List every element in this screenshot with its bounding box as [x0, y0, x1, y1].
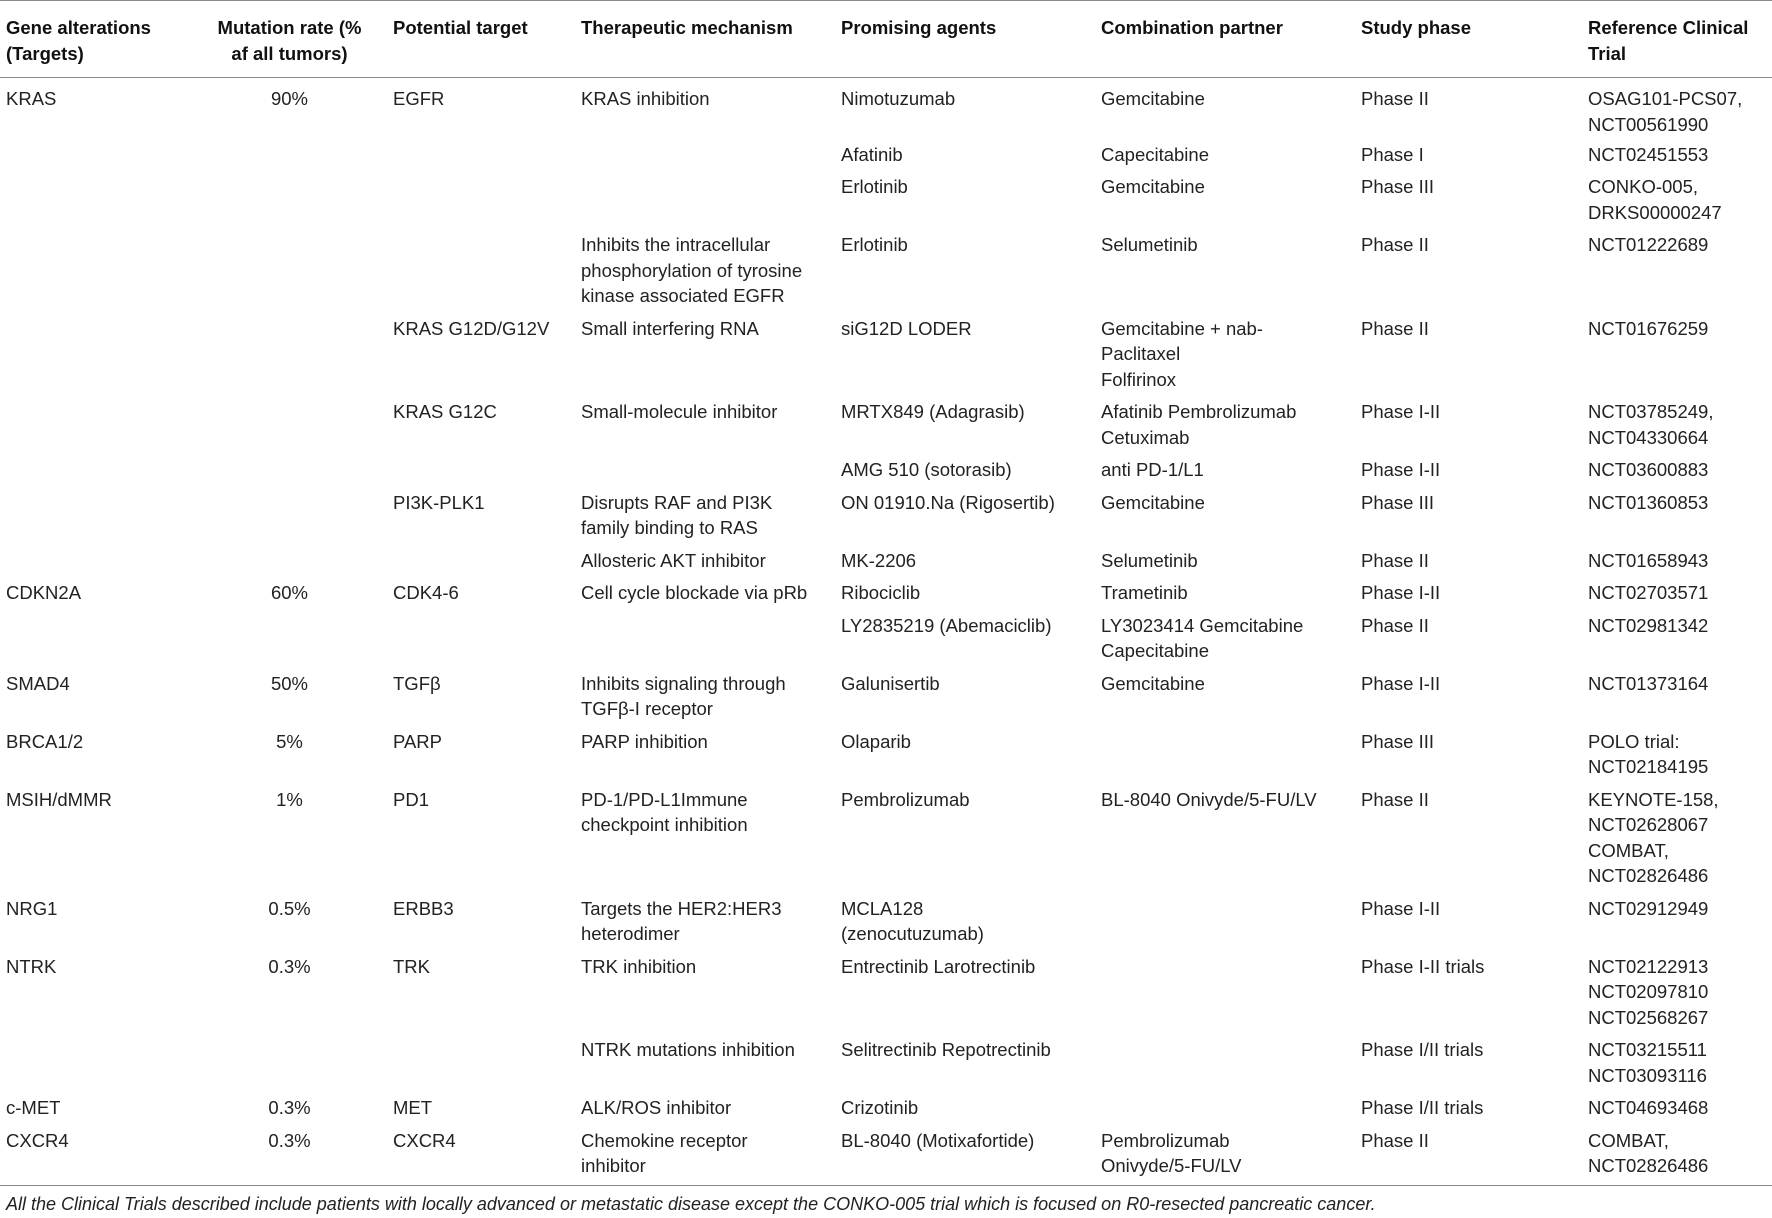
- cell-study-phase: Phase III: [1361, 730, 1435, 752]
- cell-gene-alteration: [0, 544, 192, 577]
- table-row: [0, 229, 1772, 313]
- footnote-row: [0, 1185, 1772, 1218]
- header-therapeutic-mechanism: Therapeutic mechanism: [581, 17, 793, 38]
- cell-combination-partner: BL-8040 Onivyde/5-FU/LV: [1101, 788, 1317, 810]
- cell-therapeutic-mechanism: PD-1/PD-L1Immune checkpoint inhibition: [581, 788, 748, 835]
- cell-gene-alteration: [0, 609, 192, 667]
- cell-study-phase: Phase II: [1361, 88, 1429, 109]
- cell-potential-target: ERBB3: [393, 897, 454, 919]
- cell-potential-target: PARP: [393, 730, 443, 752]
- cell-combination-partner: Gemcitabine + nab- Paclitaxel Folfirinox: [1101, 317, 1263, 390]
- cell-gene-alteration: KRAS: [6, 88, 57, 109]
- cell-promising-agent: Olaparib: [841, 730, 911, 752]
- cell-potential-target: EGFR: [393, 88, 445, 109]
- cell-reference-trial: NCT03785249, NCT04330664: [1588, 401, 1714, 448]
- cell-study-phase: Phase I-II: [1361, 459, 1441, 480]
- cell-study-phase: Phase I/II trials: [1361, 1039, 1484, 1060]
- cell-gene-alteration: CDKN2A: [6, 582, 82, 603]
- table-row: [0, 950, 1772, 1034]
- cell-promising-agent: Erlotinib: [841, 234, 908, 255]
- cell-reference-trial: POLO trial: NCT02184195: [1588, 730, 1709, 777]
- cell-gene-alteration: [0, 1034, 192, 1092]
- cell-potential-target: TGFβ: [393, 672, 441, 694]
- cell-reference-trial: NCT02703571: [1588, 582, 1709, 603]
- table-row: [0, 486, 1772, 544]
- cell-study-phase: Phase I-II: [1361, 672, 1441, 694]
- cell-potential-target: PI3K-PLK1: [393, 491, 485, 513]
- cell-combination-partner: Gemcitabine: [1101, 491, 1205, 513]
- cell-gene-alteration: MSIH/dMMR: [6, 788, 112, 810]
- cell-mutation-rate: [192, 454, 387, 487]
- cell-study-phase: Phase I-II: [1361, 401, 1441, 422]
- cell-promising-agent: MRTX849 (Adagrasib): [841, 401, 1025, 422]
- cell-mutation-rate: 60%: [270, 582, 309, 603]
- cell-therapeutic-mechanism: Targets the HER2:HER3 heterodimer: [581, 897, 782, 944]
- header-potential-target: Potential target: [393, 17, 528, 38]
- cell-therapeutic-mechanism: [575, 138, 835, 171]
- table-row: [0, 396, 1772, 454]
- cell-potential-target: MET: [393, 1097, 433, 1118]
- cell-promising-agent: siG12D LODER: [841, 317, 972, 339]
- cell-potential-target: [387, 171, 575, 229]
- cell-gene-alteration: [0, 312, 192, 396]
- cell-therapeutic-mechanism: TRK inhibition: [581, 955, 697, 977]
- cell-combination-partner: Trametinib: [1101, 582, 1188, 603]
- cell-promising-agent: Erlotinib: [841, 176, 908, 197]
- cell-study-phase: Phase I: [1361, 143, 1424, 165]
- cell-therapeutic-mechanism: Small interfering RNA: [581, 317, 759, 339]
- cell-therapeutic-mechanism: Disrupts RAF and PI3K family binding to RAS: [581, 491, 773, 538]
- cell-promising-agent: Pembrolizumab: [841, 788, 970, 810]
- table-row: [0, 171, 1772, 229]
- cell-therapeutic-mechanism: [575, 454, 835, 487]
- cell-mutation-rate: 0.5%: [268, 897, 311, 919]
- table-row: [0, 783, 1772, 892]
- table-row: [0, 544, 1772, 577]
- table-row: [0, 1092, 1772, 1125]
- table-body: [0, 78, 1772, 1186]
- cell-mutation-rate: [192, 396, 387, 454]
- cell-reference-trial: KEYNOTE-158, NCT02628067 COMBAT, NCT02826486: [1588, 788, 1719, 886]
- cell-reference-trial: NCT02981342: [1588, 614, 1709, 636]
- cell-mutation-rate: 0.3%: [268, 1129, 311, 1151]
- cell-promising-agent: Ribociclib: [841, 582, 921, 603]
- cell-combination-partner: anti PD-1/L1: [1101, 459, 1204, 480]
- cell-promising-agent: Nimotuzumab: [841, 88, 956, 109]
- table-row: [0, 892, 1772, 950]
- cell-study-phase: Phase I-II trials: [1361, 955, 1485, 977]
- cell-promising-agent: Entrectinib Larotrectinib: [841, 955, 1036, 977]
- cell-promising-agent: Selitrectinib Repotrectinib: [841, 1039, 1051, 1060]
- cell-mutation-rate: 1%: [276, 788, 303, 810]
- cell-combination-partner: Gemcitabine: [1101, 672, 1205, 694]
- cell-potential-target: TRK: [393, 955, 430, 977]
- cell-therapeutic-mechanism: Chemokine receptor inhibitor: [581, 1129, 748, 1176]
- cell-gene-alteration: [0, 138, 192, 171]
- cell-therapeutic-mechanism: PARP inhibition: [581, 730, 708, 752]
- cell-study-phase: Phase II: [1361, 317, 1429, 339]
- cell-promising-agent: BL-8040 (Motixafortide): [841, 1129, 1035, 1151]
- cell-combination-partner: [1095, 950, 1355, 1034]
- cell-therapeutic-mechanism: Cell cycle blockade via pRb: [581, 582, 808, 603]
- cell-promising-agent: Afatinib: [841, 143, 903, 165]
- table-row: [0, 577, 1772, 610]
- cell-study-phase: Phase I/II trials: [1361, 1097, 1484, 1118]
- cell-gene-alteration: NTRK: [6, 955, 57, 977]
- cell-combination-partner: LY3023414 Gemcitabine Capecitabine: [1101, 614, 1304, 661]
- cell-potential-target: [387, 138, 575, 171]
- cell-mutation-rate: [192, 486, 387, 544]
- cell-mutation-rate: 90%: [270, 88, 309, 109]
- table-row: [0, 725, 1772, 783]
- header-promising-agents: Promising agents: [841, 17, 997, 38]
- cell-potential-target: PD1: [393, 788, 429, 810]
- cell-gene-alteration: c-MET: [6, 1097, 61, 1118]
- cell-potential-target: [387, 229, 575, 313]
- cell-promising-agent: MK-2206: [841, 549, 917, 571]
- cell-gene-alteration: BRCA1/2: [6, 730, 84, 752]
- cell-combination-partner: Selumetinib: [1101, 549, 1198, 571]
- cell-reference-trial: NCT03600883: [1588, 459, 1709, 480]
- cell-reference-trial: COMBAT, NCT02826486: [1588, 1129, 1709, 1176]
- cell-mutation-rate: [192, 171, 387, 229]
- header-study-phase: Study phase: [1361, 17, 1471, 38]
- cell-reference-trial: NCT01373164: [1588, 672, 1709, 694]
- cell-study-phase: Phase II: [1361, 549, 1429, 571]
- cell-reference-trial: CONKO-005, DRKS00000247: [1588, 176, 1722, 223]
- cell-reference-trial: NCT02912949: [1588, 897, 1709, 919]
- cell-combination-partner: Gemcitabine: [1101, 176, 1205, 197]
- cell-combination-partner: [1095, 892, 1355, 950]
- cell-combination-partner: Capecitabine: [1101, 143, 1209, 165]
- cell-potential-target: KRAS G12C: [393, 401, 497, 422]
- cell-potential-target: [387, 1034, 575, 1092]
- table-row: [0, 667, 1772, 725]
- cell-therapeutic-mechanism: Allosteric AKT inhibitor: [581, 549, 766, 571]
- table-row: [0, 78, 1772, 139]
- cell-promising-agent: ON 01910.Na (Rigosertib): [841, 491, 1055, 513]
- cell-therapeutic-mechanism: Inhibits signaling through TGFβ-I receptor: [581, 672, 786, 719]
- cell-mutation-rate: [192, 312, 387, 396]
- table-header-row: [0, 1, 1772, 78]
- cell-gene-alteration: [0, 229, 192, 313]
- cell-combination-partner: [1095, 1034, 1355, 1092]
- cell-potential-target: CDK4-6: [393, 582, 459, 603]
- cell-reference-trial: NCT01222689: [1588, 234, 1709, 255]
- cell-combination-partner: [1095, 725, 1355, 783]
- cell-reference-trial: NCT01360853: [1588, 491, 1709, 513]
- table-row: [0, 1034, 1772, 1092]
- cell-mutation-rate: [192, 544, 387, 577]
- cell-mutation-rate: 0.3%: [268, 955, 311, 977]
- header-combination-partner: Combination partner: [1101, 17, 1283, 38]
- cell-therapeutic-mechanism: ALK/ROS inhibitor: [581, 1097, 732, 1118]
- cell-gene-alteration: [0, 486, 192, 544]
- cell-potential-target: KRAS G12D/G12V: [393, 317, 550, 339]
- cell-reference-trial: NCT02451553: [1588, 143, 1709, 165]
- cell-mutation-rate: [192, 229, 387, 313]
- cell-potential-target: [387, 609, 575, 667]
- table-row: [0, 1124, 1772, 1185]
- cell-reference-trial: OSAG101-PCS07, NCT00561990: [1588, 88, 1743, 135]
- cell-reference-trial: NCT02122913 NCT02097810 NCT02568267: [1588, 955, 1709, 1028]
- cell-promising-agent: AMG 510 (sotorasib): [841, 459, 1012, 480]
- table-row: [0, 454, 1772, 487]
- cell-gene-alteration: NRG1: [6, 897, 58, 919]
- cell-reference-trial: NCT01676259: [1588, 317, 1709, 339]
- cell-mutation-rate: [192, 138, 387, 171]
- cell-therapeutic-mechanism: Inhibits the intracellular phosphorylation of tyrosine kinase associated EGFR: [581, 234, 803, 306]
- cell-combination-partner: Afatinib Pembrolizumab Cetuximab: [1101, 401, 1297, 448]
- cell-combination-partner: Gemcitabine: [1101, 88, 1205, 109]
- cell-therapeutic-mechanism: [575, 171, 835, 229]
- header-gene-alterations: Gene alterations (Targets): [6, 17, 151, 64]
- cell-mutation-rate: 0.3%: [268, 1097, 311, 1118]
- header-reference-clinical-trial: Reference Clinical Trial: [1588, 17, 1749, 64]
- cell-study-phase: Phase III: [1361, 491, 1435, 513]
- cell-study-phase: Phase II: [1361, 614, 1429, 636]
- cell-potential-target: CXCR4: [393, 1129, 456, 1151]
- table-footnote: All the Clinical Trials described include patients with locally advanced or metastatic disease except the CONKO-005 trial which is focused on R0-resected pancreatic cancer.: [6, 1193, 1376, 1214]
- cell-gene-alteration: [0, 171, 192, 229]
- cell-therapeutic-mechanism: Small-molecule inhibitor: [581, 401, 778, 422]
- cell-promising-agent: Galunisertib: [841, 672, 940, 694]
- cell-mutation-rate: 50%: [270, 672, 309, 694]
- table-row: [0, 138, 1772, 171]
- table-row: [0, 609, 1772, 667]
- cell-therapeutic-mechanism: NTRK mutations inhibition: [581, 1039, 795, 1060]
- cell-study-phase: Phase II: [1361, 234, 1429, 255]
- cell-combination-partner: [1095, 1092, 1355, 1125]
- cell-reference-trial: NCT01658943: [1588, 549, 1709, 571]
- cell-potential-target: [387, 544, 575, 577]
- table-row: [0, 312, 1772, 396]
- cell-gene-alteration: SMAD4: [6, 672, 70, 694]
- cell-study-phase: Phase III: [1361, 176, 1435, 197]
- cell-mutation-rate: [192, 1034, 387, 1092]
- header-mutation-rate: Mutation rate (% af all tumors): [217, 17, 362, 64]
- cell-reference-trial: NCT04693468: [1588, 1097, 1709, 1118]
- cell-reference-trial: NCT03215511 NCT03093116: [1588, 1039, 1707, 1086]
- cell-promising-agent: MCLA128 (zenocutuzumab): [841, 897, 984, 944]
- cell-gene-alteration: [0, 454, 192, 487]
- cell-study-phase: Phase II: [1361, 788, 1429, 810]
- cell-combination-partner: Pembrolizumab Onivyde/5-FU/LV: [1101, 1129, 1242, 1176]
- cell-gene-alteration: [0, 396, 192, 454]
- cell-gene-alteration: CXCR4: [6, 1129, 69, 1151]
- cell-mutation-rate: [192, 609, 387, 667]
- cell-potential-target: [387, 454, 575, 487]
- cell-combination-partner: Selumetinib: [1101, 234, 1198, 255]
- cell-mutation-rate: 5%: [276, 730, 303, 752]
- cell-therapeutic-mechanism: KRAS inhibition: [581, 88, 710, 109]
- cell-study-phase: Phase I-II: [1361, 897, 1441, 919]
- cell-promising-agent: LY2835219 (Abemaciclib): [841, 614, 1052, 636]
- cell-promising-agent: Crizotinib: [841, 1097, 919, 1118]
- cell-study-phase: Phase II: [1361, 1129, 1429, 1151]
- cell-study-phase: Phase I-II: [1361, 582, 1441, 603]
- cell-therapeutic-mechanism: [575, 609, 835, 667]
